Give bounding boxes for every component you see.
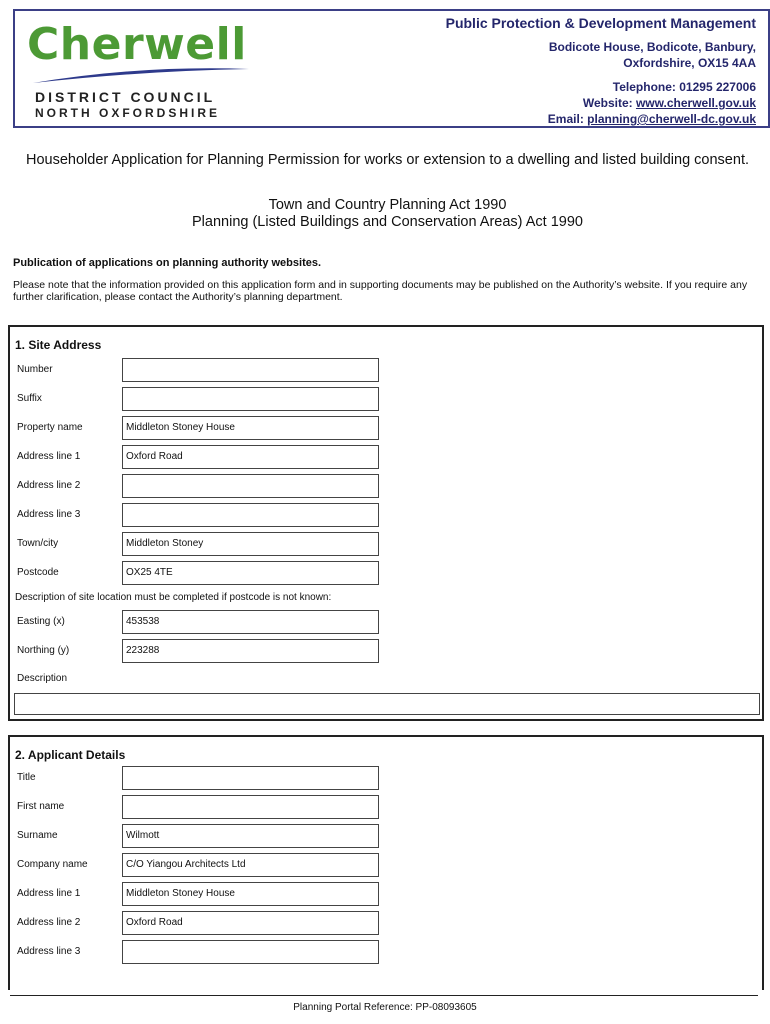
logo-swoosh-icon xyxy=(31,63,251,85)
field-company-name xyxy=(10,853,762,877)
title-input[interactable] xyxy=(122,766,379,790)
field-label: Address line 2 xyxy=(17,480,81,491)
field-label: Address line 1 xyxy=(17,888,81,899)
address-line-2: Oxfordshire, OX15 4AA xyxy=(623,56,756,70)
field-label: Address line 3 xyxy=(17,946,81,957)
field-label: Title xyxy=(17,772,36,783)
number-input[interactable] xyxy=(122,358,379,382)
letterhead xyxy=(13,9,770,128)
field-label: Northing (y) xyxy=(17,645,70,656)
portal-reference: Planning Portal Reference: PP-08093605 xyxy=(293,1002,477,1013)
department-name: Public Protection & Development Management xyxy=(445,15,756,31)
form-title: Householder Application for Planning Permission for works or extension to a dwelling and listed building consent. xyxy=(26,152,749,168)
field-address-line-2 xyxy=(10,474,762,498)
address-line-2-input[interactable] xyxy=(122,474,379,498)
section-title: 2. Applicant Details xyxy=(15,748,126,762)
postcode-input[interactable]: OX25 4TE xyxy=(122,561,379,585)
applicant-address-line-3-input[interactable] xyxy=(122,940,379,964)
publication-note: Please note that the information provided on this application form and in supporting documents may be published on the Authority’s website. If you require any further clarification, please contact the Authority’s planning department. xyxy=(13,279,748,303)
field-label: Postcode xyxy=(17,567,59,578)
location-note: Description of site location must be completed if postcode is not known: xyxy=(15,592,332,603)
field-label: Company name xyxy=(17,859,88,870)
council-name: DISTRICT COUNCIL xyxy=(35,89,216,105)
field-property-name xyxy=(10,416,762,440)
field-surname xyxy=(10,824,762,848)
field-suffix xyxy=(10,387,762,411)
publication-heading: Publication of applications on planning authority websites. xyxy=(13,257,322,269)
description-label: Description xyxy=(17,673,68,684)
surname-input[interactable]: Wilmott xyxy=(122,824,379,848)
council-address xyxy=(549,39,756,71)
council-region: NORTH OXFORDSHIRE xyxy=(35,106,221,120)
website-line xyxy=(548,95,756,111)
field-number xyxy=(10,358,762,382)
easting-input[interactable]: 453538 xyxy=(122,610,379,634)
field-label: Number xyxy=(17,364,53,375)
act-line-1: Town and Country Planning Act 1990 xyxy=(268,197,507,213)
contact-details xyxy=(548,79,756,127)
field-label: First name xyxy=(17,801,65,812)
address-line-3-input[interactable] xyxy=(122,503,379,527)
northing-input[interactable]: 223288 xyxy=(122,639,379,663)
field-applicant-address-line-2 xyxy=(10,911,762,935)
field-first-name xyxy=(10,795,762,819)
field-address-line-3 xyxy=(10,503,762,527)
first-name-input[interactable] xyxy=(122,795,379,819)
town-city-input[interactable]: Middleton Stoney xyxy=(122,532,379,556)
field-label: Address line 2 xyxy=(17,917,81,928)
field-label: Address line 3 xyxy=(17,509,81,520)
field-postcode xyxy=(10,561,762,585)
telephone: Telephone: 01295 227006 xyxy=(612,80,756,94)
address-line-1-input[interactable]: Oxford Road xyxy=(122,445,379,469)
field-label: Easting (x) xyxy=(17,616,65,627)
description-input[interactable] xyxy=(14,693,760,715)
field-applicant-address-line-3 xyxy=(10,940,762,964)
field-label: Address line 1 xyxy=(17,451,81,462)
field-applicant-address-line-1 xyxy=(10,882,762,906)
field-town-city xyxy=(10,532,762,556)
email-line xyxy=(548,111,756,127)
field-label: Suffix xyxy=(17,393,42,404)
suffix-input[interactable] xyxy=(122,387,379,411)
field-address-line-1 xyxy=(10,445,762,469)
field-label: Property name xyxy=(17,422,83,433)
email-label: Email: xyxy=(547,112,588,126)
section-title: 1. Site Address xyxy=(15,338,102,352)
logo-wordmark: Cherwell xyxy=(27,19,247,70)
field-northing xyxy=(10,639,762,663)
email-link[interactable]: planning@cherwell-dc.gov.uk xyxy=(587,112,756,126)
website-label: Website: xyxy=(582,96,636,110)
field-title xyxy=(10,766,762,790)
website-link[interactable]: www.cherwell.gov.uk xyxy=(635,96,756,110)
address-line-1: Bodicote House, Bodicote, Banbury, xyxy=(548,40,756,54)
act-line-2: Planning (Listed Buildings and Conservation Areas) Act 1990 xyxy=(192,214,583,230)
field-label: Town/city xyxy=(17,538,59,549)
field-label: Surname xyxy=(17,830,58,841)
field-easting xyxy=(10,610,762,634)
applicant-address-line-2-input[interactable]: Oxford Road xyxy=(122,911,379,935)
legislation xyxy=(20,197,755,231)
applicant-details-section xyxy=(8,735,764,990)
applicant-address-line-1-input[interactable]: Middleton Stoney House xyxy=(122,882,379,906)
property-name-input[interactable]: Middleton Stoney House xyxy=(122,416,379,440)
site-address-section xyxy=(8,325,764,721)
footer-divider xyxy=(10,995,758,996)
company-name-input[interactable]: C/O Yiangou Architects Ltd xyxy=(122,853,379,877)
